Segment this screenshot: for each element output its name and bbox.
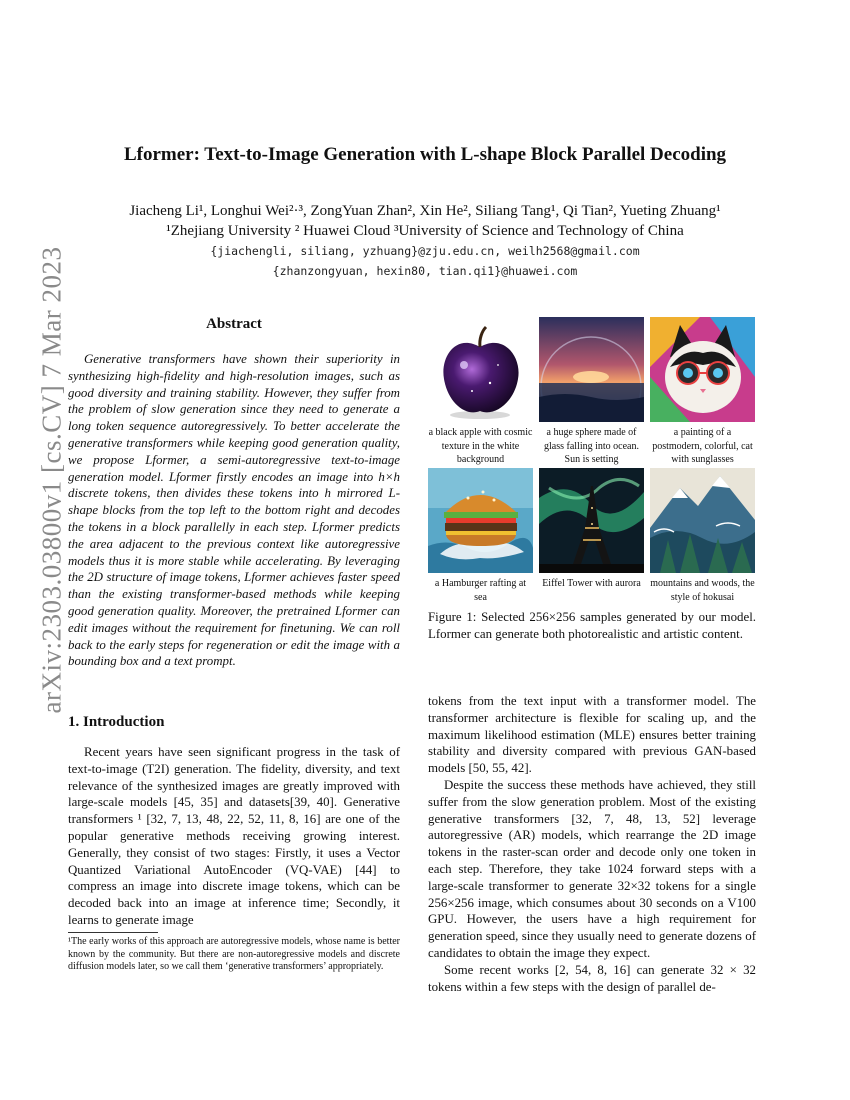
intro-text (68, 744, 400, 929)
email-block (40, 241, 810, 281)
abstract-text (68, 351, 400, 670)
figure-sample (539, 468, 644, 619)
footnote: ¹The early works of this approach are autoregressive models, whose name is better known by the community. But there are non-autoregressive models and discrete diffusion models later, so we call them ‘generative transformers’ appropriately. (68, 936, 400, 973)
body-paragraph: Despite the success these methods have achieved, they still suffer from the slow generation problem. Most of the existing generative transformers [32, 7, 48, 13, 52] leverage autoregressive (AR) models, which rearrange the 2D image tokens in the raster-scan order and decode only one token in each step. Therefore, they take 1024 forward steps with a large-scale transformer to generate 32×32 tokens for a single 256×256 image, which consumes about 30 seconds on a V100 GPU. However, the users have a high requirement for generation speed, since they usually need to generate dozens of candidates to obtain the image they expect. (428, 777, 756, 960)
arxiv-stamp: arXiv:2303.03800v1 [cs.CV] 7 Mar 2023 (36, 246, 67, 714)
affiliations: ¹Zhejiang University ² Huawei Cloud ³University of Science and Technology of China (166, 223, 684, 239)
figure-sample (650, 317, 755, 468)
hamburger-rafting-image (428, 468, 533, 573)
figure-sample (650, 468, 755, 619)
figure-sample (539, 317, 644, 468)
email-line-zju: {jiachengli, siliang, yzhuang}@zju.edu.cn, weilh2568@gmail.com (210, 244, 640, 258)
figure-label: Eiffel Tower with aurora (542, 578, 641, 589)
black-apple-image (428, 317, 533, 422)
abstract-paragraph: Generative transformers have shown their superiority in synthesizing high-fidelity and high-resolution images, such as good diversity and training stability. However, they suffer from the problem of slow generation since they need to generate a long token sequence autoregressively. To better accelerate the generative transformers while keeping good generation quality, we propose Lformer, a semi-autoregressive text-to-image generation model. Lformer firstly encodes an image into h×h discrete tokens, then divides these tokens into h mirrored L-shape blocks from the top left to the bottom right and decodes the tokens in a block parallelly in each step. Lformer predicts the area adjacent to the previous context like autoregressive models thus it is more stable while accelerating. By leveraging the 2D structure of image tokens, Lformer achieves faster speed than the existing transformer-based methods while keeping good generation quality. Moreover, the pretrained Lformer can edit images without the requirement for finetuning. We can roll back to the early steps for regeneration or edit the image with a bounding box and a text prompt. (68, 352, 400, 669)
intro-heading: 1. Introduction (68, 714, 165, 730)
author-names: Jiacheng Li¹, Longhui Wei²·³, ZongYuan Zhan², Xin He², Siliang Tang¹, Qi Tian², Yueting Zhuang¹ (129, 203, 721, 219)
body-paragraph: tokens from the text input with a transformer model. The transformer architecture is flexible for scaling up, and the maximum likelihood estimation (MLE) ensures better training stability and diversity compared with previous GAN-based models [50, 55, 42]. (428, 694, 756, 776)
paper-title: Lformer: Text-to-Image Generation with L-shape Block Parallel Decoding (123, 144, 727, 165)
glass-sphere-ocean-image (539, 317, 644, 422)
figure-label: a black apple with cosmic texture in the white background (428, 427, 533, 465)
figure-label: a painting of a postmodern, colorful, cat with sunglasses (652, 427, 753, 465)
eiffel-aurora-image (539, 468, 644, 573)
figure-1 (428, 317, 756, 619)
figure-label: a huge sphere made of glass falling into ocean. Sun is setting (544, 427, 639, 465)
email-line-huawei: {zhanzongyuan, hexin80, tian.qi1}@huawei.com (272, 264, 578, 278)
figure-row-bottom (428, 468, 756, 619)
right-column-text (428, 693, 756, 995)
author-block (40, 201, 810, 241)
figure-sample (428, 317, 533, 468)
cat-sunglasses-painting-image (650, 317, 755, 422)
figure-caption: Figure 1: Selected 256×256 samples generated by our model. Lformer can generate both photorealistic and artistic content. (428, 610, 756, 641)
figure-row-top (428, 317, 756, 468)
figure-sample (428, 468, 533, 619)
abstract-heading: Abstract (206, 316, 262, 332)
hokusai-mountains-image (650, 468, 755, 573)
intro-paragraph: Recent years have seen significant progress in the task of text-to-image (T2I) generation. The fidelity, diversity, and text relevance of the synthesized images are greatly improved with large-scale models [45, 35] and datasets[39, 40]. Generative transformers ¹ [32, 7, 13, 48, 22, 52, 11, 8, 16] are one of the popular generative methods receiving growing interest. Generally, they consist of two stages: Firstly, it uses a Vector Quantized Variational AutoEncoder (VQ-VAE) [44] to compress an image into discrete image tokens, which can be decoded back into an image at inference time; Secondly, it learns to generate image (68, 745, 400, 927)
figure-label: a Hamburger rafting at sea (434, 578, 527, 603)
footnote-rule (68, 932, 158, 933)
figure-label: mountains and woods, the style of hokusai (650, 578, 755, 603)
body-paragraph: Some recent works [2, 54, 8, 16] can generate 32 × 32 tokens within a few steps with the design of parallel de- (428, 962, 756, 994)
